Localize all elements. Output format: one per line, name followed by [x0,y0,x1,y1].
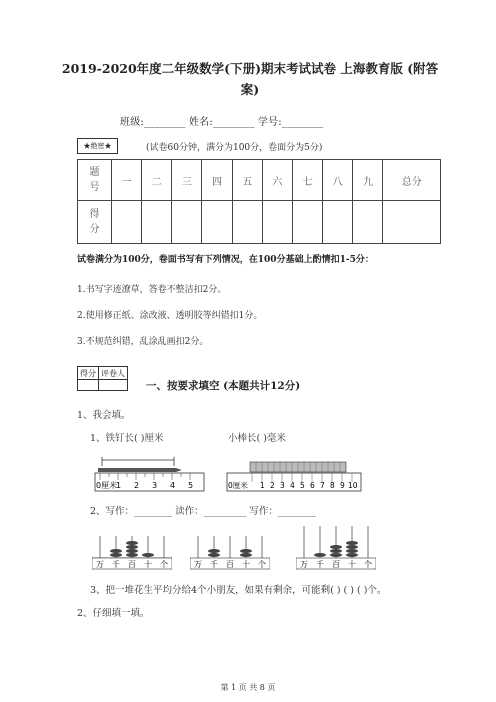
abacus-label: 千 [112,560,120,569]
ruler-label: 7 [320,481,325,490]
score-cell[interactable] [112,201,142,244]
nail-icon [98,468,182,472]
student-info-line: 班级:________ 姓名:________ 学号:________ [120,117,324,128]
column-header: 四 [202,160,232,201]
column-header: 八 [323,160,353,201]
column-header-total: 总分 [383,160,441,201]
grader-box-score-cell[interactable] [78,380,99,391]
rule-item: 3.不规范纠错，乱涂乱画扣2分。 [77,337,209,347]
abacus-label: 百 [226,560,234,569]
grader-box-score-label: 得分 [78,367,99,380]
score-table-score-row [78,201,441,244]
score-cell[interactable] [202,201,232,244]
ruler-label: 5 [300,481,305,490]
abacus-label: 千 [210,560,218,569]
column-header: 六 [262,160,292,201]
abacus-label: 个 [160,560,168,569]
grader-box [77,366,128,391]
column-header: 九 [353,160,383,201]
ruler-label: 1 [116,481,122,490]
ruler-label: 6 [310,481,315,490]
grader-box-grader-label: 评卷人 [99,367,128,380]
question-1-sub1b: 小棒长( )毫米 [228,433,286,444]
ruler-label: 3 [280,481,285,490]
ruler-stick-figure [226,452,366,494]
question-2-stem: 2、仔细填一填。 [77,608,150,619]
column-header: 三 [172,160,202,201]
question-1-sub2: 2、写作：________ 读作：_________ 写作：________ [90,506,316,517]
score-table [77,159,441,244]
abacus-label: 百 [332,560,340,569]
ruler-label: 4 [290,481,295,490]
abacus-label: 十 [348,560,356,569]
ruler-label: 1 [260,481,265,490]
ruler-label: 8 [330,481,335,490]
column-header: 一 [112,160,142,201]
column-header: 七 [292,160,322,201]
ruler-label: 5 [188,481,194,490]
page-title [60,58,440,100]
rule-item: 2.使用修正纸、涂改液、透明胶等纠错扣1分。 [77,311,263,321]
score-cell[interactable] [172,201,202,244]
question-1-sub3: 3、把一堆花生平均分给4个小朋友，如果有剩余，可能剩( ) ( ) ( )个。 [90,585,387,596]
question-1-sub1: 1、铁钉长( )厘米 [90,433,164,444]
secret-stamp: ★绝密★ [77,138,118,154]
abacus-label: 万 [300,560,308,569]
abacus-3 [296,522,376,570]
column-header: 五 [232,160,262,201]
score-cell[interactable] [232,201,262,244]
page-footer: 第 1 页 共 8 页 [220,683,276,692]
score-table-header-row [78,160,441,201]
ruler-label: 2 [134,481,140,490]
score-cell[interactable] [262,201,292,244]
abacus-2 [190,528,270,570]
abacus-label: 万 [96,560,104,569]
score-cell[interactable] [383,201,441,244]
column-header: 二 [142,160,172,201]
rules-heading: 试卷满分为100分，卷面书写有下列情况，在100分基础上酌情扣1-5分： [77,255,374,265]
abacus-label: 个 [364,560,372,569]
score-label-cell: 得 分 [78,201,112,244]
ruler-label: 3 [152,481,158,490]
title-line-2: 案) [240,82,260,97]
ruler-label: 0厘米 [228,481,248,490]
exam-note: (试卷60分钟，满分为100分，卷面分为5分) [146,143,323,153]
score-cell[interactable] [292,201,322,244]
rule-item: 1.书写字迹潦草，答卷不整洁扣2分。 [77,285,227,295]
header-label-cell: 题 号 [78,160,112,201]
ruler-label: 2 [270,481,275,490]
ruler-label: 10 [348,481,358,490]
abacus-1 [92,528,172,570]
score-cell[interactable] [142,201,172,244]
abacus-label: 十 [144,560,152,569]
score-cell[interactable] [353,201,383,244]
abacus-label: 十 [242,560,250,569]
section-1-title: 一、按要求填空 (本题共计12分) [146,380,301,392]
title-line-1: 2019-2020年度二年级数学(下册)期末考试试卷 上海教育版 (附答 [61,61,439,76]
abacus-label: 万 [194,560,202,569]
ruler-label: 4 [170,481,176,490]
abacus-label: 百 [128,560,136,569]
abacus-label: 个 [258,560,266,569]
question-1-stem: 1、我会填。 [77,410,131,421]
ruler-label: 0厘米 [96,481,118,490]
grader-box-grader-cell[interactable] [99,380,128,391]
score-cell[interactable] [323,201,353,244]
abacus-label: 千 [316,560,324,569]
ruler-nail-figure [94,452,214,494]
ruler-label: 9 [340,481,345,490]
